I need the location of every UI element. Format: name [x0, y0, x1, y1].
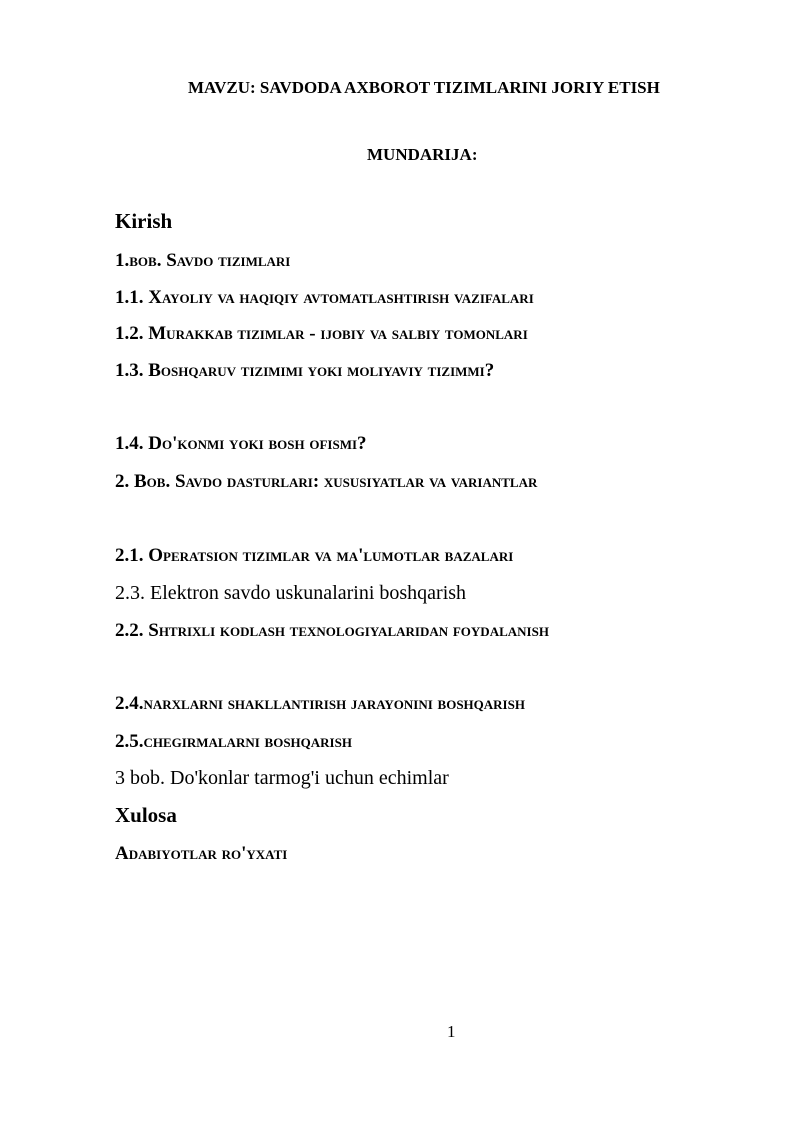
toc-entry-1-1: 1.1. Xayoliy va haqiqiy avtomatlashtirish vazifalari: [115, 287, 534, 308]
toc-entry-2-1: 2.1. Operatsion tizimlar va ma'lumotlar bazalari: [115, 545, 514, 566]
toc-entry-2-3: 2.3. Elektron savdo uskunalarini boshqarish: [115, 582, 467, 604]
document-title: MAVZU: SAVDODA AXBOROT TIZIMLARINI JORIY ETISH: [188, 78, 660, 97]
toc-entry-1-3: 1.3. Boshqaruv tizimimi yoki moliyaviy tizimmi?: [115, 360, 495, 381]
toc-entry-chapter-2: 2. Bob. Savdo dasturlari: xususiyatlar va variantlar: [115, 471, 538, 492]
toc-entry-conclusion: Xulosa: [115, 803, 177, 827]
toc-entry-chapter-3: 3 bob. Do'konlar tarmog'i uchun echimlar: [115, 767, 449, 789]
toc-entry-bibliography: Adabiyotlar ro'yxati: [115, 843, 288, 864]
toc-entry-chapter-1: 1.bob. Savdo tizimlari: [115, 250, 291, 271]
toc-entry-2-5: 2.5.chegirmalarni boshqarish: [115, 731, 352, 752]
toc-entry-2-2: 2.2. Shtrixli kodlash texnologiyalaridan foydalanish: [115, 620, 549, 641]
toc-entry-1-4: 1.4. Do'konmi yoki bosh ofismi?: [115, 433, 367, 454]
page-number: 1: [447, 1022, 456, 1041]
contents-heading: MUNDARIJA:: [367, 145, 478, 164]
toc-entry-introduction: Kirish: [115, 209, 173, 233]
toc-entry-1-2: 1.2. Murakkab tizimlar - ijobiy va salbiy tomonlari: [115, 323, 528, 344]
toc-entry-2-4: 2.4.narxlarni shakllantirish jarayonini boshqarish: [115, 693, 525, 714]
